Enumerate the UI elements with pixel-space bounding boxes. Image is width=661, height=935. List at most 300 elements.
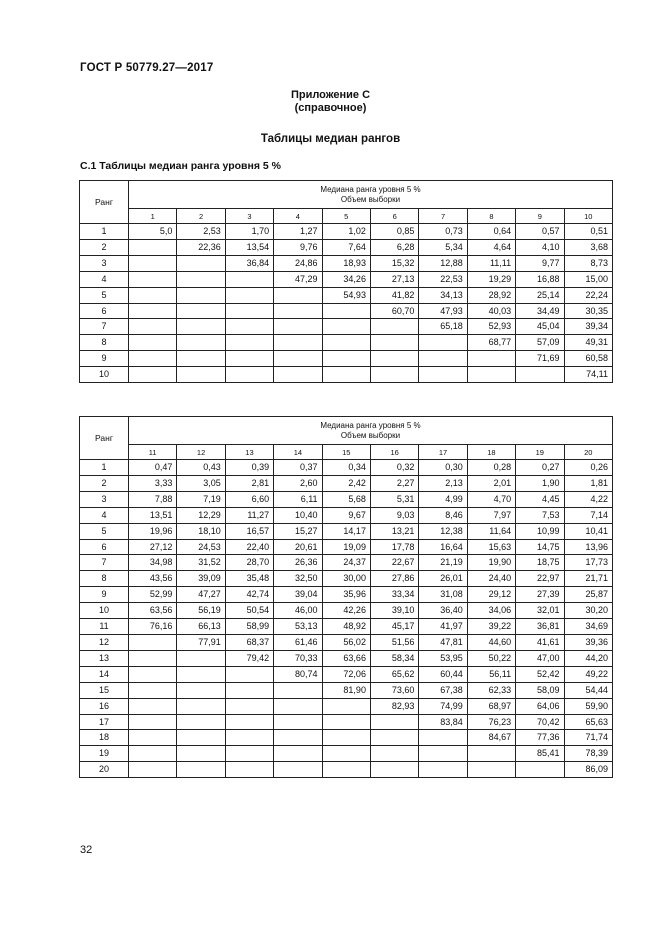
median-value-cell: 6,11	[274, 491, 322, 507]
median-value-cell: 8,46	[419, 507, 467, 523]
median-value-cell: 12,29	[177, 507, 225, 523]
rank-cell: 15	[80, 682, 129, 698]
median-value-cell: 35,48	[225, 571, 273, 587]
median-value-cell	[177, 762, 225, 778]
median-value-cell: 39,04	[274, 587, 322, 603]
median-value-cell: 62,33	[467, 682, 515, 698]
median-value-cell: 52,93	[467, 319, 515, 335]
median-value-cell: 0,85	[370, 224, 418, 240]
median-value-cell: 13,21	[370, 523, 418, 539]
median-value-cell	[177, 271, 225, 287]
median-value-cell	[370, 335, 418, 351]
median-value-cell: 26,36	[274, 555, 322, 571]
sample-size-header: 18	[467, 445, 515, 460]
median-value-cell: 80,74	[274, 666, 322, 682]
median-value-cell: 2,01	[467, 475, 515, 491]
median-value-cell	[274, 367, 322, 383]
sample-size-header: 3	[225, 209, 273, 224]
median-value-cell: 7,53	[516, 507, 564, 523]
median-value-cell	[129, 746, 177, 762]
median-value-cell: 54,93	[322, 287, 370, 303]
rank-cell: 16	[80, 698, 129, 714]
median-value-cell	[177, 255, 225, 271]
median-value-cell	[370, 367, 418, 383]
median-value-cell: 4,64	[467, 239, 515, 255]
median-value-cell: 39,34	[564, 319, 612, 335]
median-value-cell: 2,13	[419, 475, 467, 491]
median-value-cell	[177, 303, 225, 319]
median-value-cell	[467, 367, 515, 383]
median-value-cell	[129, 762, 177, 778]
median-value-cell: 2,60	[274, 475, 322, 491]
table-row	[80, 523, 613, 539]
median-value-cell: 22,36	[177, 239, 225, 255]
median-value-cell: 31,52	[177, 555, 225, 571]
median-value-cell: 5,0	[129, 224, 177, 240]
median-value-cell: 16,64	[419, 539, 467, 555]
median-value-cell	[129, 351, 177, 367]
rank-cell: 1	[80, 224, 129, 240]
median-value-cell	[225, 682, 273, 698]
median-value-cell: 36,84	[225, 255, 273, 271]
median-value-cell: 24,37	[322, 555, 370, 571]
median-value-cell: 21,19	[419, 555, 467, 571]
median-value-cell: 34,69	[564, 619, 612, 635]
median-value-cell: 71,69	[516, 351, 564, 367]
median-value-cell: 58,09	[516, 682, 564, 698]
median-value-cell: 60,44	[419, 666, 467, 682]
median-value-cell: 47,27	[177, 587, 225, 603]
median-value-cell: 52,42	[516, 666, 564, 682]
sample-size-header: 14	[274, 445, 322, 460]
median-value-cell: 68,77	[467, 335, 515, 351]
table-row	[80, 619, 613, 635]
median-value-cell	[274, 714, 322, 730]
main-title: Таблицы медиан рангов	[260, 133, 401, 145]
appendix-heading	[0, 89, 661, 114]
median-value-cell	[225, 335, 273, 351]
median-value-cell	[225, 287, 273, 303]
median-value-cell: 0,73	[419, 224, 467, 240]
median-value-cell: 4,22	[564, 491, 612, 507]
median-value-cell: 17,73	[564, 555, 612, 571]
table-row	[80, 460, 613, 476]
median-value-cell	[177, 714, 225, 730]
rank-cell: 18	[80, 730, 129, 746]
table-row	[80, 698, 613, 714]
median-value-cell	[322, 303, 370, 319]
median-value-cell: 78,39	[564, 746, 612, 762]
median-value-cell: 60,70	[370, 303, 418, 319]
median-value-cell: 45,17	[370, 619, 418, 635]
table-row	[80, 255, 613, 271]
rank-cell: 2	[80, 475, 129, 491]
median-value-cell	[225, 367, 273, 383]
median-value-cell: 22,40	[225, 539, 273, 555]
median-value-cell: 16,88	[516, 271, 564, 287]
median-value-cell: 34,13	[419, 287, 467, 303]
median-value-cell: 10,99	[516, 523, 564, 539]
rank-cell: 14	[80, 666, 129, 682]
table-row	[80, 634, 613, 650]
median-value-cell: 17,78	[370, 539, 418, 555]
median-value-cell: 63,56	[129, 603, 177, 619]
median-value-cell	[225, 319, 273, 335]
median-value-cell: 74,99	[419, 698, 467, 714]
median-value-cell	[274, 303, 322, 319]
median-value-cell: 81,90	[322, 682, 370, 698]
median-value-cell: 79,42	[225, 650, 273, 666]
median-value-cell: 12,88	[419, 255, 467, 271]
median-value-cell	[467, 746, 515, 762]
median-value-cell	[419, 730, 467, 746]
median-value-cell	[322, 319, 370, 335]
median-value-cell: 4,70	[467, 491, 515, 507]
median-value-cell	[370, 746, 418, 762]
median-value-cell: 0,26	[564, 460, 612, 476]
median-value-cell: 45,04	[516, 319, 564, 335]
median-value-cell: 3,05	[177, 475, 225, 491]
median-value-cell: 82,93	[370, 698, 418, 714]
median-value-cell: 19,09	[322, 539, 370, 555]
median-value-cell: 16,57	[225, 523, 273, 539]
median-value-cell: 66,13	[177, 619, 225, 635]
median-value-cell: 48,92	[322, 619, 370, 635]
median-value-cell: 49,22	[564, 666, 612, 682]
median-value-cell: 22,67	[370, 555, 418, 571]
median-value-cell: 0,37	[274, 460, 322, 476]
median-value-cell	[322, 714, 370, 730]
median-value-cell: 24,86	[274, 255, 322, 271]
median-value-cell: 65,18	[419, 319, 467, 335]
median-value-cell: 34,06	[467, 603, 515, 619]
table-row	[80, 571, 613, 587]
median-value-cell: 25,14	[516, 287, 564, 303]
median-value-cell: 53,13	[274, 619, 322, 635]
median-value-cell: 46,00	[274, 603, 322, 619]
sample-size-header: 10	[564, 209, 612, 224]
table-row	[80, 351, 613, 367]
table-row	[80, 730, 613, 746]
median-value-cell: 27,86	[370, 571, 418, 587]
table-2	[79, 416, 613, 778]
median-value-cell: 39,36	[564, 634, 612, 650]
median-value-cell: 11,64	[467, 523, 515, 539]
median-value-cell	[467, 762, 515, 778]
median-value-cell: 41,61	[516, 634, 564, 650]
table-row	[80, 650, 613, 666]
median-value-cell	[225, 762, 273, 778]
median-value-cell	[516, 762, 564, 778]
median-value-cell: 1,70	[225, 224, 273, 240]
median-value-cell	[129, 335, 177, 351]
median-value-cell: 3,33	[129, 475, 177, 491]
table-row	[80, 335, 613, 351]
median-value-cell	[467, 351, 515, 367]
sample-size-header: 12	[177, 445, 225, 460]
table-row	[80, 475, 613, 491]
median-value-cell: 70,42	[516, 714, 564, 730]
median-value-cell: 43,56	[129, 571, 177, 587]
median-value-cell	[419, 762, 467, 778]
median-value-cell: 21,71	[564, 571, 612, 587]
median-value-cell	[274, 730, 322, 746]
median-value-cell: 33,34	[370, 587, 418, 603]
median-value-cell: 77,91	[177, 634, 225, 650]
median-value-cell: 6,60	[225, 491, 273, 507]
median-value-cell: 20,61	[274, 539, 322, 555]
median-value-cell: 0,27	[516, 460, 564, 476]
median-value-cell: 28,70	[225, 555, 273, 571]
median-value-cell: 0,43	[177, 460, 225, 476]
table-row	[80, 682, 613, 698]
median-value-cell: 39,09	[177, 571, 225, 587]
median-value-cell: 47,00	[516, 650, 564, 666]
median-value-cell	[322, 762, 370, 778]
median-value-cell	[177, 650, 225, 666]
rank-cell: 8	[80, 335, 129, 351]
median-value-cell: 0,34	[322, 460, 370, 476]
sample-size-header: 2	[177, 209, 225, 224]
median-value-cell	[177, 666, 225, 682]
median-value-cell: 5,68	[322, 491, 370, 507]
median-value-cell	[322, 335, 370, 351]
median-value-cell: 7,64	[322, 239, 370, 255]
median-value-cell: 47,93	[419, 303, 467, 319]
table-row	[80, 746, 613, 762]
median-value-cell: 32,01	[516, 603, 564, 619]
median-value-cell: 26,01	[419, 571, 467, 587]
sample-size-header: 9	[516, 209, 564, 224]
median-value-cell: 7,97	[467, 507, 515, 523]
table-caption	[129, 181, 613, 209]
median-value-cell	[177, 319, 225, 335]
table-row	[80, 224, 613, 240]
median-value-cell: 53,95	[419, 650, 467, 666]
median-value-cell	[370, 714, 418, 730]
median-value-cell: 19,96	[129, 523, 177, 539]
appendix-subtitle: (справочное)	[294, 101, 367, 114]
median-value-cell: 83,84	[419, 714, 467, 730]
median-value-cell: 56,19	[177, 603, 225, 619]
median-value-cell	[177, 682, 225, 698]
median-value-cell: 13,54	[225, 239, 273, 255]
sample-size-header: 16	[370, 445, 418, 460]
sample-size-header: 4	[274, 209, 322, 224]
median-value-cell: 15,32	[370, 255, 418, 271]
median-value-cell	[129, 367, 177, 383]
median-value-cell: 47,81	[419, 634, 467, 650]
median-value-cell	[274, 698, 322, 714]
rank-cell: 3	[80, 255, 129, 271]
rank-cell: 7	[80, 555, 129, 571]
table-row	[80, 271, 613, 287]
page-number: 32	[80, 844, 93, 856]
median-value-cell: 7,14	[564, 507, 612, 523]
median-value-cell: 22,24	[564, 287, 612, 303]
median-value-cell	[129, 634, 177, 650]
median-value-cell: 9,76	[274, 239, 322, 255]
table-row	[80, 491, 613, 507]
median-value-cell	[274, 682, 322, 698]
rank-cell: 3	[80, 491, 129, 507]
median-value-cell	[419, 351, 467, 367]
rank-header: Ранг	[80, 417, 129, 460]
median-value-cell: 76,23	[467, 714, 515, 730]
table-row	[80, 587, 613, 603]
median-value-cell: 29,12	[467, 587, 515, 603]
median-value-cell	[177, 367, 225, 383]
median-value-cell: 1,02	[322, 224, 370, 240]
median-value-cell: 9,77	[516, 255, 564, 271]
median-value-cell: 31,08	[419, 587, 467, 603]
rank-cell: 5	[80, 287, 129, 303]
median-value-cell: 50,22	[467, 650, 515, 666]
median-value-cell: 44,60	[467, 634, 515, 650]
median-value-cell	[274, 351, 322, 367]
median-value-cell: 39,22	[467, 619, 515, 635]
median-value-cell	[129, 319, 177, 335]
sample-size-header: 13	[225, 445, 273, 460]
median-value-cell: 57,09	[516, 335, 564, 351]
table-caption	[129, 417, 613, 445]
median-value-cell: 5,34	[419, 239, 467, 255]
median-value-cell	[370, 319, 418, 335]
median-value-cell: 65,63	[564, 714, 612, 730]
rank-cell: 7	[80, 319, 129, 335]
sample-size-header: 11	[129, 445, 177, 460]
median-value-cell: 58,34	[370, 650, 418, 666]
rank-cell: 9	[80, 351, 129, 367]
median-value-cell	[274, 319, 322, 335]
median-value-cell	[225, 271, 273, 287]
caption-line-1: Медиана ранга уровня 5 %	[320, 185, 421, 194]
median-value-cell: 0,51	[564, 224, 612, 240]
median-value-cell	[225, 698, 273, 714]
median-value-cell: 2,27	[370, 475, 418, 491]
rank-cell: 9	[80, 587, 129, 603]
sample-size-header: 8	[467, 209, 515, 224]
median-value-cell	[129, 271, 177, 287]
median-value-cell: 36,40	[419, 603, 467, 619]
median-rank-table-2	[79, 416, 613, 778]
rank-cell: 2	[80, 239, 129, 255]
median-value-cell: 2,81	[225, 475, 273, 491]
median-value-cell: 56,11	[467, 666, 515, 682]
median-value-cell	[370, 762, 418, 778]
median-value-cell: 71,74	[564, 730, 612, 746]
median-value-cell: 51,56	[370, 634, 418, 650]
median-value-cell: 7,19	[177, 491, 225, 507]
median-value-cell: 50,54	[225, 603, 273, 619]
caption-line-1: Медиана ранга уровня 5 %	[320, 421, 421, 430]
median-value-cell: 64,06	[516, 698, 564, 714]
median-value-cell: 11,27	[225, 507, 273, 523]
median-value-cell	[177, 746, 225, 762]
median-value-cell: 0,64	[467, 224, 515, 240]
median-value-cell	[129, 255, 177, 271]
median-value-cell	[370, 730, 418, 746]
median-value-cell	[322, 730, 370, 746]
median-value-cell: 24,53	[177, 539, 225, 555]
median-value-cell: 15,00	[564, 271, 612, 287]
sample-size-header: 7	[419, 209, 467, 224]
table-row	[80, 303, 613, 319]
rank-cell: 1	[80, 460, 129, 476]
median-value-cell: 49,31	[564, 335, 612, 351]
median-value-cell: 68,37	[225, 634, 273, 650]
median-value-cell: 54,44	[564, 682, 612, 698]
median-value-cell	[419, 746, 467, 762]
median-value-cell: 70,33	[274, 650, 322, 666]
median-value-cell: 19,29	[467, 271, 515, 287]
median-value-cell: 32,50	[274, 571, 322, 587]
appendix-title: Приложение С	[290, 89, 371, 101]
median-value-cell: 85,41	[516, 746, 564, 762]
sample-size-header: 6	[370, 209, 418, 224]
median-value-cell	[177, 335, 225, 351]
table-row	[80, 539, 613, 555]
median-value-cell	[129, 730, 177, 746]
median-value-cell	[225, 746, 273, 762]
median-value-cell: 61,46	[274, 634, 322, 650]
median-value-cell: 63,66	[322, 650, 370, 666]
table-row	[80, 762, 613, 778]
median-value-cell	[129, 239, 177, 255]
rank-cell: 8	[80, 571, 129, 587]
table-row	[80, 603, 613, 619]
median-value-cell	[129, 666, 177, 682]
median-value-cell: 28,92	[467, 287, 515, 303]
median-value-cell: 35,96	[322, 587, 370, 603]
median-value-cell	[177, 287, 225, 303]
median-value-cell: 41,97	[419, 619, 467, 635]
rank-cell: 19	[80, 746, 129, 762]
median-value-cell	[322, 746, 370, 762]
median-value-cell: 1,27	[274, 224, 322, 240]
median-value-cell: 4,10	[516, 239, 564, 255]
median-value-cell: 3,68	[564, 239, 612, 255]
median-value-cell	[225, 303, 273, 319]
table-row	[80, 367, 613, 383]
rank-cell: 6	[80, 303, 129, 319]
median-value-cell: 36,81	[516, 619, 564, 635]
rank-cell: 4	[80, 271, 129, 287]
median-value-cell: 76,16	[129, 619, 177, 635]
section-title: С.1 Таблицы медиан ранга уровня 5 %	[80, 160, 281, 172]
median-value-cell: 5,31	[370, 491, 418, 507]
median-value-cell: 27,39	[516, 587, 564, 603]
median-value-cell: 42,74	[225, 587, 273, 603]
median-value-cell	[516, 367, 564, 383]
caption-line-2: Объем выборки	[340, 195, 401, 204]
median-value-cell	[322, 698, 370, 714]
caption-line-2: Объем выборки	[340, 431, 401, 440]
median-value-cell: 15,63	[467, 539, 515, 555]
sample-size-header: 5	[322, 209, 370, 224]
median-value-cell: 8,73	[564, 255, 612, 271]
median-value-cell: 0,39	[225, 460, 273, 476]
median-value-cell: 4,45	[516, 491, 564, 507]
median-value-cell: 30,00	[322, 571, 370, 587]
median-value-cell: 27,12	[129, 539, 177, 555]
median-value-cell: 18,93	[322, 255, 370, 271]
median-value-cell	[225, 730, 273, 746]
rank-cell: 20	[80, 762, 129, 778]
median-value-cell: 68,97	[467, 698, 515, 714]
median-value-cell: 9,67	[322, 507, 370, 523]
median-value-cell: 0,28	[467, 460, 515, 476]
